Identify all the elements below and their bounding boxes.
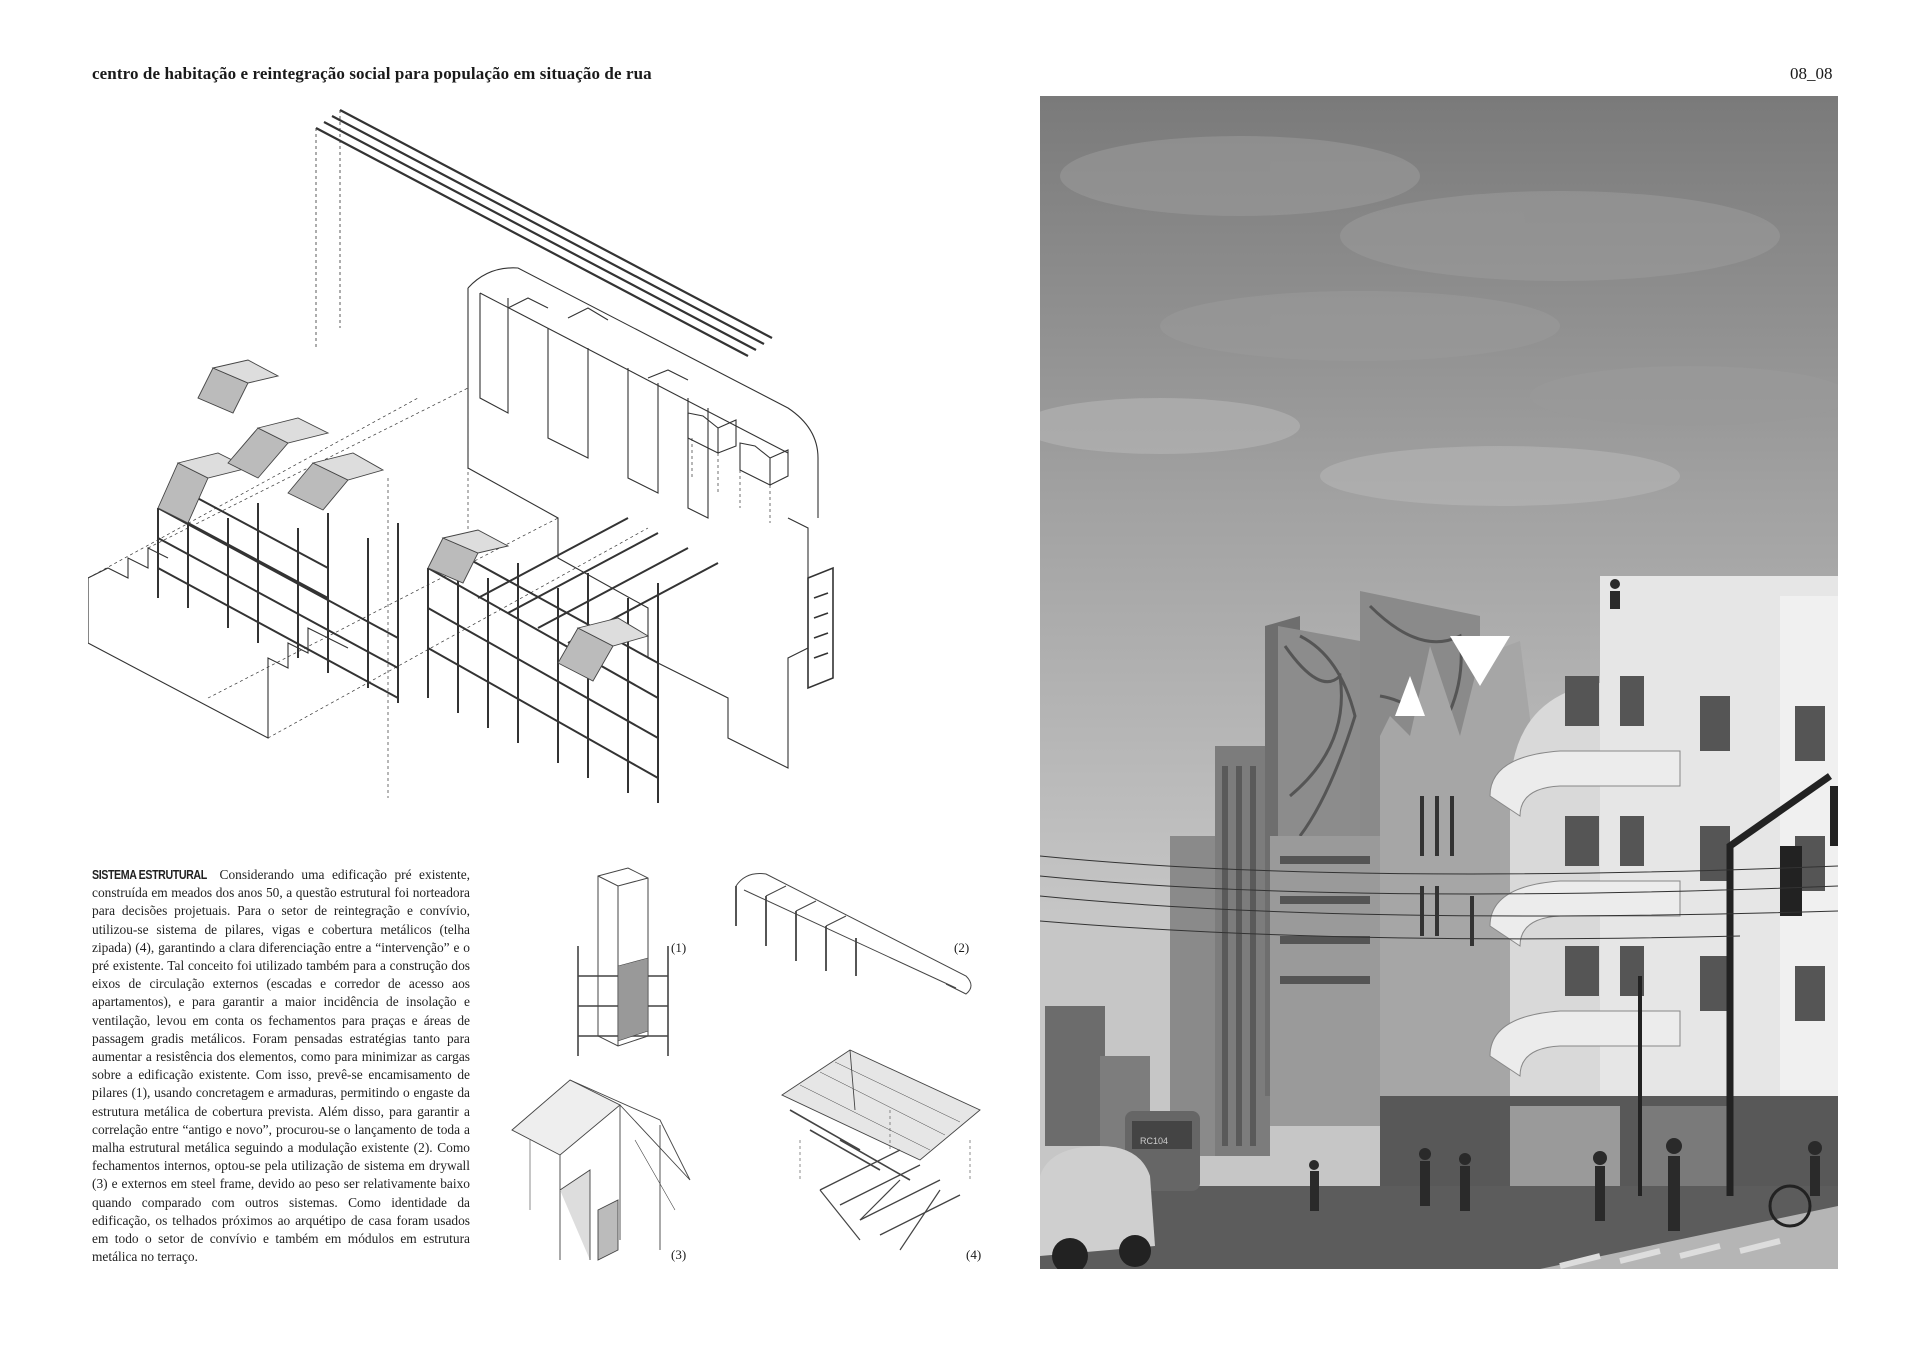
detail-label-1: (1) [671,940,687,955]
detail-label-4: (4) [966,1247,982,1262]
detail-column-encasement [568,866,678,1056]
page-title: centro de habitação e reintegração social para população em situação de rua [92,64,652,83]
structural-system-text [92,866,470,1266]
detail-label-3: (3) [671,1247,687,1262]
detail-metal-roof [780,1040,1000,1260]
section-heading: SISTEMA ESTRUTURAL [92,867,207,882]
detail-drywall-module [510,1070,700,1270]
street-photomontage [1040,96,1838,1269]
exploded-isometric-drawing [88,98,1008,858]
detail-label-2: (2) [954,940,970,955]
bus-sign: RC104 [1140,1136,1169,1146]
detail-steel-grid [726,866,976,996]
page-number: 08_08 [1790,64,1833,83]
body-paragraph: Considerando uma edificação pré existente, construída em meados dos anos 50, a questão estrutural foi norteadora para decisões projetuais. Para o setor de reintegração e convívio, utilizou-se sistema de pilares, vigas e cobertura metálicos (telha zipada) (4), garantindo a clara diferenciação entre a “intervenção” e o pré existente. Tal conceito foi utilizado também para a construção dos eixos de circulação externos (escadas e corredor de acesso aos apartamentos), e para garantir a maior incidência de insolação e ventilação, levou em conta os fechamentos para praças e áreas de passagem gradis metálicos. Foram pensadas estratégias tanto para aumentar a resistência dos elementos, como para minimizar as cargas sobre a edificação existente. Com isso, prevê-se encamisamento de pilares (1), usando concretagem e armaduras, permitindo o engaste da estrutura metálica de cobertura prevista. Além disso, para garantir a correlação entre “antigo e novo”, procurou-se o lançamento de toda a malha estrutural metálica seguindo a modulação existente (2). Como fechamentos internos, optou-se pela utilização de sistema em drywall (3) e externos em steel frame, devido ao peso ser relativamente baixo quando comparado com outros sistemas. Como identidade da edificação, os telhados próximos ao arquétipo de casa foram usados em todo o setor de convívio e também em módulos em estrutura metálica no terraço. [92,867,470,1265]
